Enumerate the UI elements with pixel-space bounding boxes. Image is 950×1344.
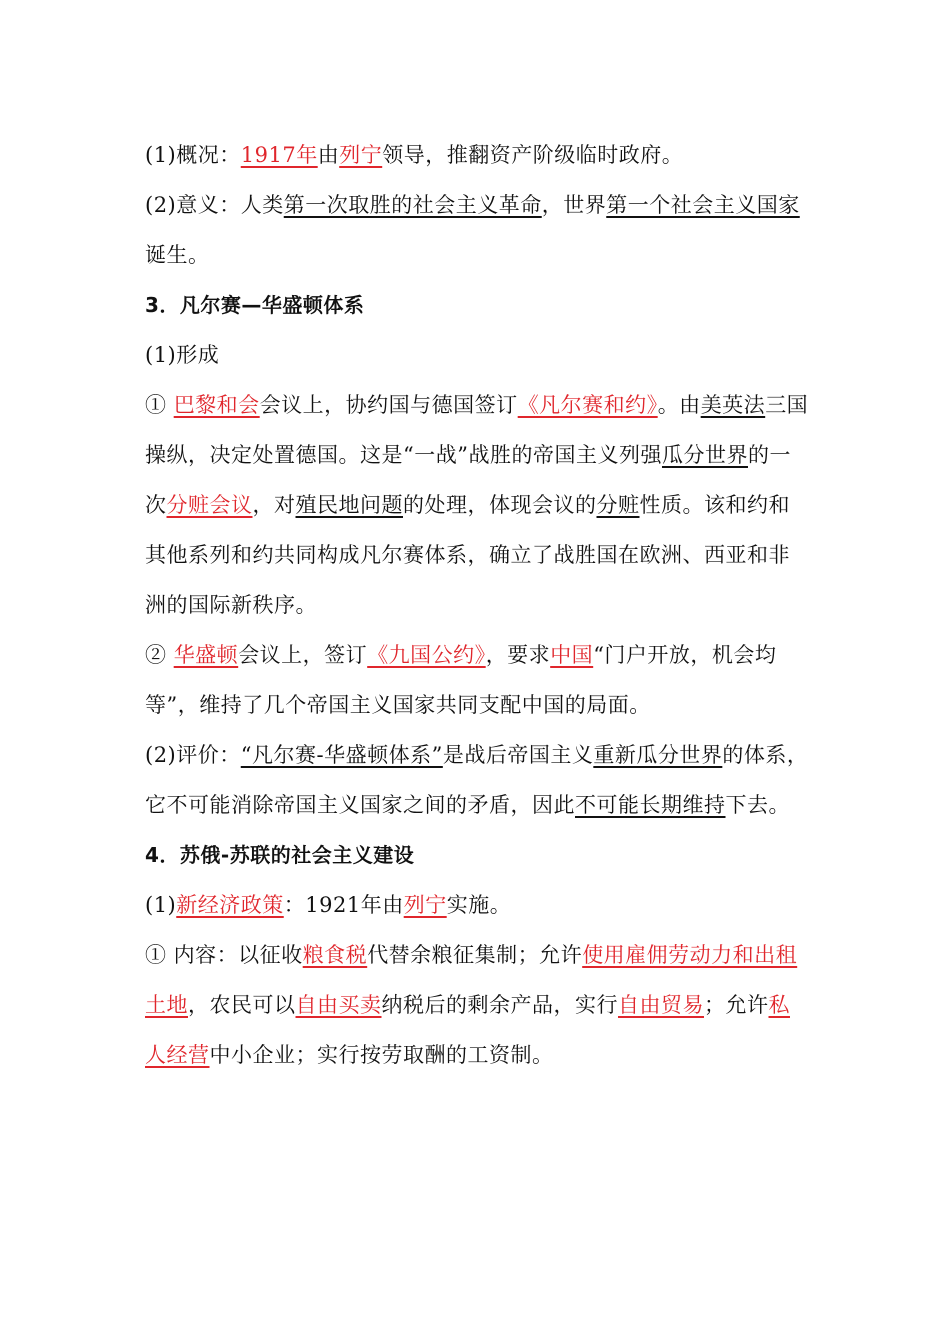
text: ，对 bbox=[252, 493, 296, 517]
significance-paragraph bbox=[145, 180, 810, 280]
text: 诞生。 bbox=[145, 243, 210, 267]
nep-paragraph bbox=[145, 880, 810, 930]
text: ：1921年由 bbox=[283, 893, 404, 917]
text: 三国操纵，决定处置德国。这是“一战”战胜的帝国主义列强 bbox=[145, 393, 809, 467]
underlined-text: 殖民地问题 bbox=[295, 493, 403, 517]
highlight-text: 使用雇佣劳动力和出租土地 bbox=[145, 943, 798, 1017]
text: ① bbox=[145, 393, 174, 417]
text: (2)意义：人类 bbox=[145, 193, 284, 217]
text: 的一次 bbox=[145, 443, 791, 517]
text: 下去。 bbox=[725, 793, 790, 817]
text: 由 bbox=[317, 143, 340, 167]
text: ；允许 bbox=[704, 993, 769, 1017]
text: ① 内容：以征收 bbox=[145, 943, 303, 967]
overview-paragraph bbox=[145, 130, 810, 180]
text: 会议上，签订 bbox=[238, 643, 368, 667]
highlight-text: 私人经营 bbox=[145, 993, 790, 1067]
underlined-text: 分赃 bbox=[596, 493, 640, 517]
washington-conference-paragraph bbox=[145, 630, 810, 730]
formation-label: (1)形成 bbox=[145, 343, 220, 367]
text: 领导，推翻资产阶级临时政府。 bbox=[382, 143, 684, 167]
text: 代替余粮征集制；允许 bbox=[367, 943, 583, 967]
text: 纳税后的剩余产品，实行 bbox=[381, 993, 618, 1017]
underlined-text: 瓜分世界 bbox=[661, 443, 748, 467]
text: “门户开放，机会均等”，维持了几个帝国主义国家共同支配中国的局面。 bbox=[145, 643, 777, 717]
text: 。由 bbox=[657, 393, 701, 417]
text: ② bbox=[145, 643, 174, 667]
highlight-text: 列宁 bbox=[339, 143, 383, 167]
highlight-text: 新经济政策 bbox=[176, 893, 284, 917]
text: ，世界 bbox=[541, 193, 607, 217]
text: 性质。该和约和其他系列和约共同构成凡尔赛体系，确立了战胜国在欧洲、西亚和非洲的国际新秩序。 bbox=[145, 493, 790, 617]
text: 是战后帝国主义 bbox=[442, 743, 594, 767]
text: (1)概况： bbox=[145, 143, 241, 167]
text: 中小企业；实行按劳取酬的工资制。 bbox=[209, 1043, 554, 1067]
section-heading-4: 4．苏俄-苏联的社会主义建设 bbox=[145, 843, 415, 867]
highlight-text: 《凡尔赛和约》 bbox=[517, 393, 658, 417]
highlight-text: 《九国公约》 bbox=[367, 643, 486, 667]
nep-content-paragraph bbox=[145, 930, 810, 1080]
highlight-text: 巴黎和会 bbox=[173, 393, 260, 417]
underlined-text: 第一次取胜的社会主义革命 bbox=[283, 193, 542, 217]
text: ，农民可以 bbox=[188, 993, 296, 1017]
evaluation-paragraph bbox=[145, 730, 810, 830]
document-body bbox=[145, 130, 810, 1080]
section-heading-3: 3．凡尔赛—华盛顿体系 bbox=[145, 293, 365, 317]
text: ，要求 bbox=[485, 643, 551, 667]
highlight-text: 列宁 bbox=[403, 893, 447, 917]
text: 会议上，协约国与德国签订 bbox=[259, 393, 518, 417]
underlined-text: 不可能长期维持 bbox=[575, 793, 726, 817]
text: 的体系，它不可能消除帝国主义国家之间的矛盾，因此 bbox=[145, 743, 809, 817]
highlight-text: 1917年 bbox=[240, 143, 318, 167]
underlined-text: “凡尔赛-华盛顿体系” bbox=[240, 743, 443, 767]
highlight-text: 分赃会议 bbox=[166, 493, 253, 517]
highlight-text: 华盛顿 bbox=[173, 643, 239, 667]
text: 的处理，体现会议的 bbox=[403, 493, 597, 517]
highlight-text: 自由买卖 bbox=[295, 993, 382, 1017]
text: (1) bbox=[145, 893, 177, 917]
text: 实施。 bbox=[446, 893, 512, 917]
paris-conference-paragraph bbox=[145, 380, 810, 630]
underlined-text: 第一个社会主义国家 bbox=[606, 193, 800, 217]
underlined-text: 美英法 bbox=[700, 393, 766, 417]
highlight-text: 自由贸易 bbox=[618, 993, 704, 1017]
text: (2)评价： bbox=[145, 743, 241, 767]
underlined-text: 重新瓜分世界 bbox=[593, 743, 723, 767]
highlight-text: 中国 bbox=[550, 643, 594, 667]
highlight-text: 粮食税 bbox=[302, 943, 368, 967]
